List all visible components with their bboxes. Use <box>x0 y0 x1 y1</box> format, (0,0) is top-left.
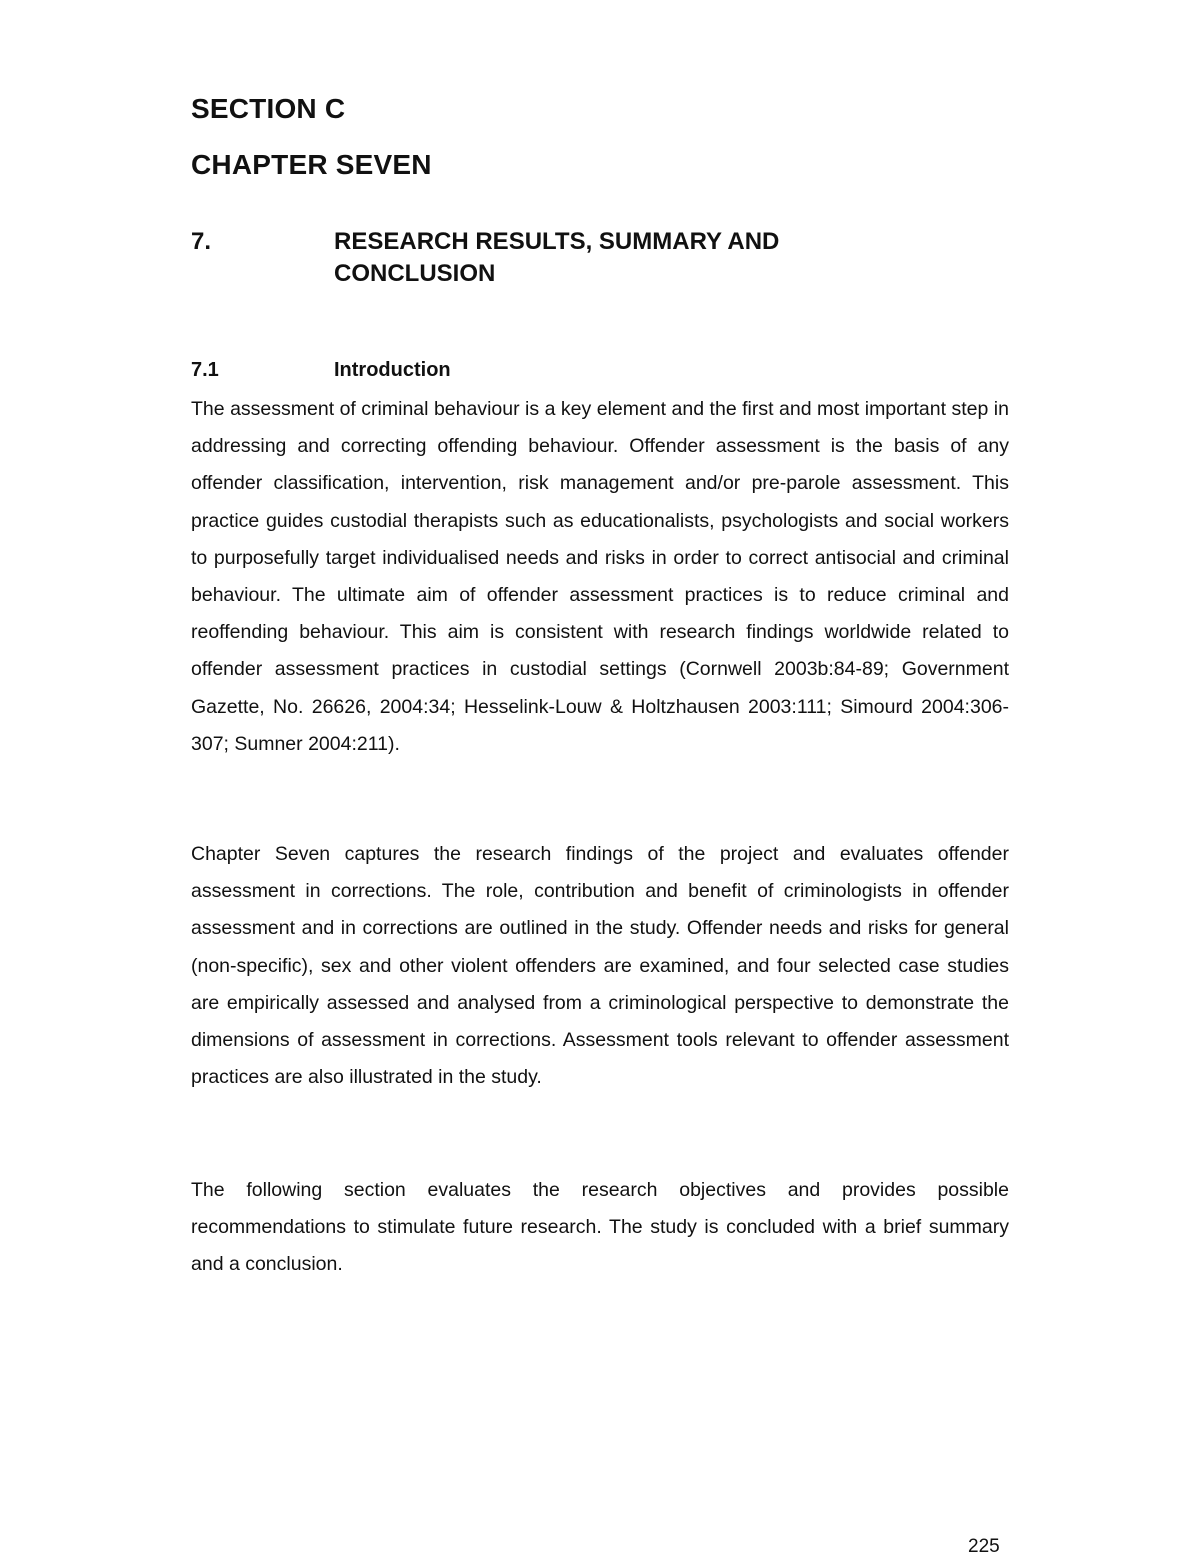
chapter-heading: CHAPTER SEVEN <box>191 149 432 180</box>
section-heading: SECTION C <box>191 93 346 124</box>
chapter-number: 7. <box>191 228 212 255</box>
body-paragraph-chapter-overview: Chapter Seven captures the research findings of the project and evaluates offender assessment in corrections. The role, contribution and benefit of criminologists in offender assessment and in corrections are outlined in the study. Offender needs and risks for general (non-specific), sex and other violent offenders are examined, and four selected case studies are empirically assessed and analysed from a criminological perspective to demonstrate the dimensions of assessment in corrections. Assessment tools relevant to offender assessment practices are also illustrated in the study. <box>191 843 1009 1089</box>
body-paragraph-section-preview: The following section evaluates the research objectives and provides possible recommendations to stimulate future research. The study is concluded with a brief summary and a conclusion. <box>191 1179 1009 1276</box>
page-number: 225 <box>968 1536 1000 1557</box>
body-paragraph-introduction: The assessment of criminal behaviour is a key element and the first and most important step in addressing and correcting offending behaviour. Offender assessment is the basis of any offender classification, intervention, risk management and/or pre-parole assessment. This practice guides custodial therapists such as educationalists, psychologists and social workers to purposefully target individualised needs and risks in order to correct antisocial and criminal behaviour. The ultimate aim of offender assessment practices is to reduce criminal and reoffending behaviour. This aim is consistent with research findings worldwide related to offender assessment practices in custodial settings (Cornwell 2003b:84-89; Government Gazette, No. 26626, 2004:34; Hesselink-Louw & Holtzhausen 2003:111; Simourd 2004:306-307; Sumner 2004:211). <box>191 398 1009 755</box>
subsection-title: Introduction <box>334 359 451 381</box>
chapter-title: RESEARCH RESULTS, SUMMARY AND CONCLUSION <box>334 228 780 287</box>
subsection-number: 7.1 <box>191 359 219 381</box>
